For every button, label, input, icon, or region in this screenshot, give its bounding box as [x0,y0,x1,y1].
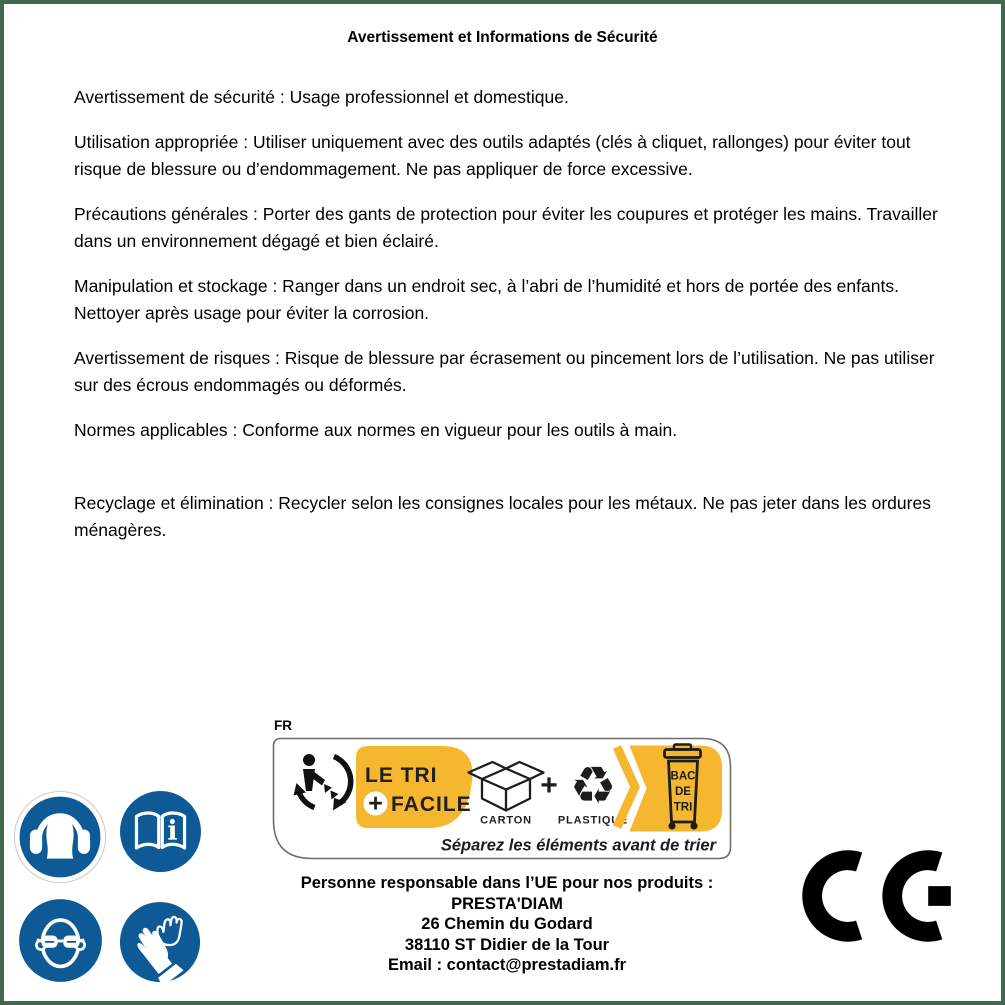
paragraph-risk-warning: Avertissement de risques : Risque de blessure par écrasement ou pincement lors de l’utilisation. Ne pas utiliser sur des écrous endommagés ou déformés. [74,348,935,395]
paragraph-recycling: Recyclage et élimination : Recycler selon les consignes locales pour les métaux. Ne pas jeter dans les ordures ménagères. [74,493,931,540]
paragraph-standards: Normes applicables : Conforme aux normes en vigueur pour les outils à main. [74,420,678,440]
country-code-label: FR [274,718,292,733]
svg-text:DE: DE [675,786,691,798]
city-address: 38110 ST Didier de la Tour [404,935,610,954]
plus-icon: + [368,789,383,818]
ce-marking-icon [801,846,980,951]
page-title: Avertissement et Informations de Sécurité [347,29,658,46]
email-line: Email : contact@prestadiam.fr [388,956,626,975]
wear-eye-protection-icon [15,895,106,991]
read-instruction-manual-icon [116,787,205,881]
svg-text:TRI: TRI [673,801,693,814]
paragraph-proper-use: Utilisation appropriée : Utiliser uniquement avec des outils adaptés (clés à cliquet, rallonges) pour éviter tout risque de blessure ou d’endommagement. Ne pas appliquer de force excessive. [74,132,911,179]
street-address: 26 Chemin du Godard [421,915,593,934]
safety-text [74,84,956,562]
svg-text:BAC: BAC [670,770,696,783]
wear-protective-gloves-icon [116,898,204,991]
paragraph-handling-storage: Manipulation et stockage : Ranger dans un endroit sec, à l’abri de l’humidité et hors de portée des enfants. Nettoyer après usage pour éviter la corrosion. [74,276,899,323]
label-headline-line1: LE TRI [365,764,438,787]
company-name: PRESTA'DIAM [451,894,563,913]
responsible-intro: Personne responsable dans l’UE pour nos produits : [300,874,714,892]
label-tagline: Séparez les éléments avant de trier [440,836,716,855]
label-headline-line2: FACILE [391,793,472,816]
paragraph-general-precautions: Précautions générales : Porter des gants de protection pour éviter les coupures et protéger les mains. Travailler dans un environnement dégagé et bien éclairé. [74,204,938,251]
joiner-plus-icon: + [540,769,558,802]
paragraph-safety-warning: Avertissement de sécurité : Usage professionnel et domestique. [74,87,569,107]
wear-ear-protection-icon [13,790,107,889]
recycling-sorting-label [272,737,732,865]
material-carton-label: CARTON [480,814,532,827]
material-plastique-label: PLASTIQUE [557,814,629,827]
info-glyph: i [167,815,178,847]
eu-responsible-block [257,873,757,976]
recycling-triangle-icon: ♻ [569,757,617,816]
